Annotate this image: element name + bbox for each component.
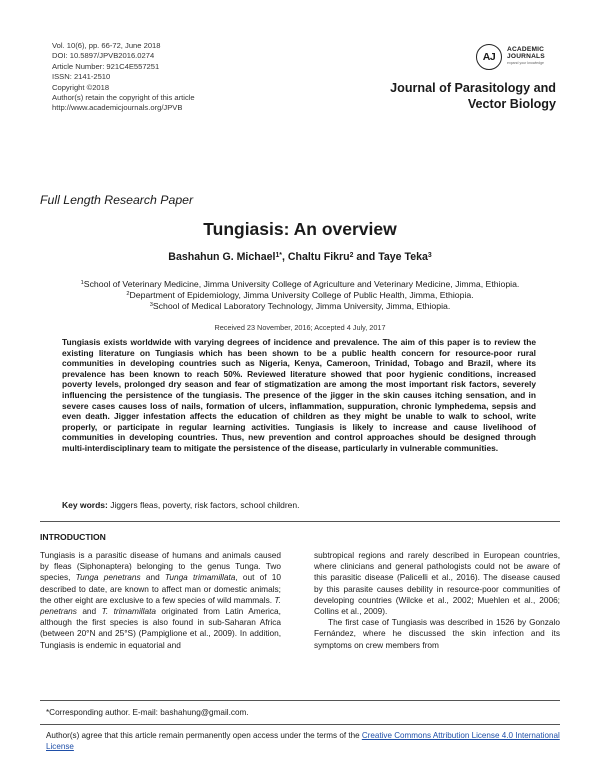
license-link[interactable]: Creative Commons Attribution License 4.0 International License xyxy=(46,731,560,752)
affiliation-marker: 3 xyxy=(149,302,153,309)
body-text: originated from Latin America, although the first species is also found in sub-Saharan Africa (between 20°N and 25°S) (Pampiglione et al., 2009). In addition, Tungiasis is endemic in equatorial and xyxy=(40,606,281,650)
abstract: Tungiasis exists worldwide with varying degrees of incidence and prevalence. The aim of this paper is to review the existing literature on Tungiasis which has been shown to be a public health concern for resource-poor rural communities in developing countries such as Nigeria, Kenya, Cameroon, Trinidad, Tobago and Brazil, where its prevalence has been known to reach 50%. Reviewed literature showed that poor hygienic conditions, increased poverty levels, prolonged dry season and fear of stigmatization are among the most important risk factors, severely influencing the persistence of the tungiasis. The presence of the jigger in the skin causes itching sensation, and in severe cases causes loss of nails, formation of ulcers, inflammation, suppuration, chronic lymphedema, sepsis and even death. Jigger infestation affects the education of children as they might be unable to walk to school, write properly, or participate in regular learning activities. Tungiasis is likely to increase and cause livelihood of communities in developing countries. Thus, new prevention and control approaches should be designed through multi-interdisciplinary team to mitigate the persistence of the disease, particularly in vulnerable communities. xyxy=(62,337,536,453)
affiliation xyxy=(0,290,600,301)
article-metadata xyxy=(52,41,195,114)
species-name: Tunga trimamillata xyxy=(164,572,236,583)
author-affiliation-marker: 1* xyxy=(275,251,282,259)
author-name: Bashahun G. Michael xyxy=(168,251,276,263)
meta-volume: Vol. 10(6), pp. 66-72, June 2018 xyxy=(52,41,161,50)
author-affiliation-marker: 2 xyxy=(349,251,354,259)
species-name: T. penetrans xyxy=(40,594,281,617)
author-name: Chaltu Fikru xyxy=(287,251,350,263)
meta-doi: DOI: 10.5897/JPVB2016.0274 xyxy=(52,51,155,61)
footnote-divider xyxy=(40,700,560,701)
body-text: and xyxy=(140,572,165,583)
author-list xyxy=(0,251,600,263)
section-divider xyxy=(40,521,560,522)
affiliation-marker: 1 xyxy=(80,280,84,287)
body-text: Tungiasis is a parasitic disease of humans and animals caused by fleas (Siphonaptera) belonging to the genus Tunga. Two species, xyxy=(40,550,281,583)
meta-issn: ISSN: 2141-2510 xyxy=(52,72,111,82)
affiliation-text: School of Veterinary Medicine, Jimma University College of Agriculture and Veterinary Medicine, Jimma, Ethiopia. xyxy=(83,279,520,289)
affiliation-marker: 2 xyxy=(126,291,130,298)
meta-url[interactable]: http://www.academicjournals.org/JPVB xyxy=(52,103,183,113)
paper-type: Full Length Research Paper xyxy=(40,193,194,207)
meta-copyright-note: Author(s) retain the copyright of this article xyxy=(52,93,195,103)
paper-title: Tungiasis: An overview xyxy=(203,219,397,239)
keywords-label: Key words: xyxy=(62,500,108,510)
body-paragraph xyxy=(40,550,281,651)
keywords-text: Jiggers fleas, poverty, risk factors, school children. xyxy=(107,500,300,510)
author-affiliation-marker: 3 xyxy=(427,251,432,259)
logo-line-2: JOURNALS xyxy=(507,53,545,61)
body-column-right xyxy=(314,550,560,651)
license-text: Author(s) agree that this article remain permanently open access under the terms of the xyxy=(46,731,362,740)
affiliations xyxy=(0,279,600,311)
logo-line-1: ACADEMIC xyxy=(507,46,545,53)
author-separator: and xyxy=(353,251,379,263)
meta-article-number: Article Number: 921C4E557251 xyxy=(52,61,160,71)
footnote-divider xyxy=(40,724,560,725)
journal-name xyxy=(390,80,556,112)
affiliation-text: Department of Epidemiology, Jimma University College of Public Health, Jimma, Ethiopia. xyxy=(129,289,474,300)
species-name: T. trimamillata xyxy=(101,606,157,617)
journal-name-line-1: Journal of Parasitology and xyxy=(390,81,556,95)
affiliation-text: School of Medical Laboratory Technology, Jimma University, Jimma, Ethiopia. xyxy=(152,300,451,311)
body-column-left xyxy=(40,550,281,651)
meta-copyright: Copyright ©2018 xyxy=(52,82,110,92)
logo-mark: AJ xyxy=(476,44,502,70)
logo-tagline: expand your knowledge xyxy=(507,61,544,65)
corresponding-author: *Corresponding author. E-mail: bashahung@gmail.com. xyxy=(46,708,249,717)
academic-journals-logo xyxy=(476,44,582,74)
affiliation xyxy=(0,301,600,312)
body-text: , out of 10 described to date, are known to affect man or domestic animals; the other eight are exclusive to a few species of wild mammals. xyxy=(40,572,281,605)
license-notice xyxy=(46,730,566,753)
section-heading-introduction: INTRODUCTION xyxy=(40,532,106,542)
keywords xyxy=(62,500,299,510)
logo-wordmark xyxy=(507,46,545,61)
body-paragraph: subtropical regions and rarely described in European countries, where clinicians and general pathologists could not be aware of this parasitic disease (Palicelli et al., 2016). The disease caused by this parasite causes debility in resource-poor communities of developing countries (Wilcke et al., 2002; Muehlen et al., 2006; Collins et al., 2009). xyxy=(314,550,560,617)
journal-name-line-2: Vector Biology xyxy=(467,97,556,111)
species-name: Tunga penetrans xyxy=(75,572,141,583)
affiliation xyxy=(0,279,600,290)
body-text: and xyxy=(76,606,102,617)
body-paragraph: The first case of Tungiasis was described in 1526 by Gonzalo Fernández, where he discussed the skin infection and its symptoms on crew members from xyxy=(314,617,560,650)
author-separator: , xyxy=(281,251,288,263)
received-accepted-dates: Received 23 November, 2016; Accepted 4 July, 2017 xyxy=(214,323,386,332)
author-name: Taye Teka xyxy=(378,251,428,263)
